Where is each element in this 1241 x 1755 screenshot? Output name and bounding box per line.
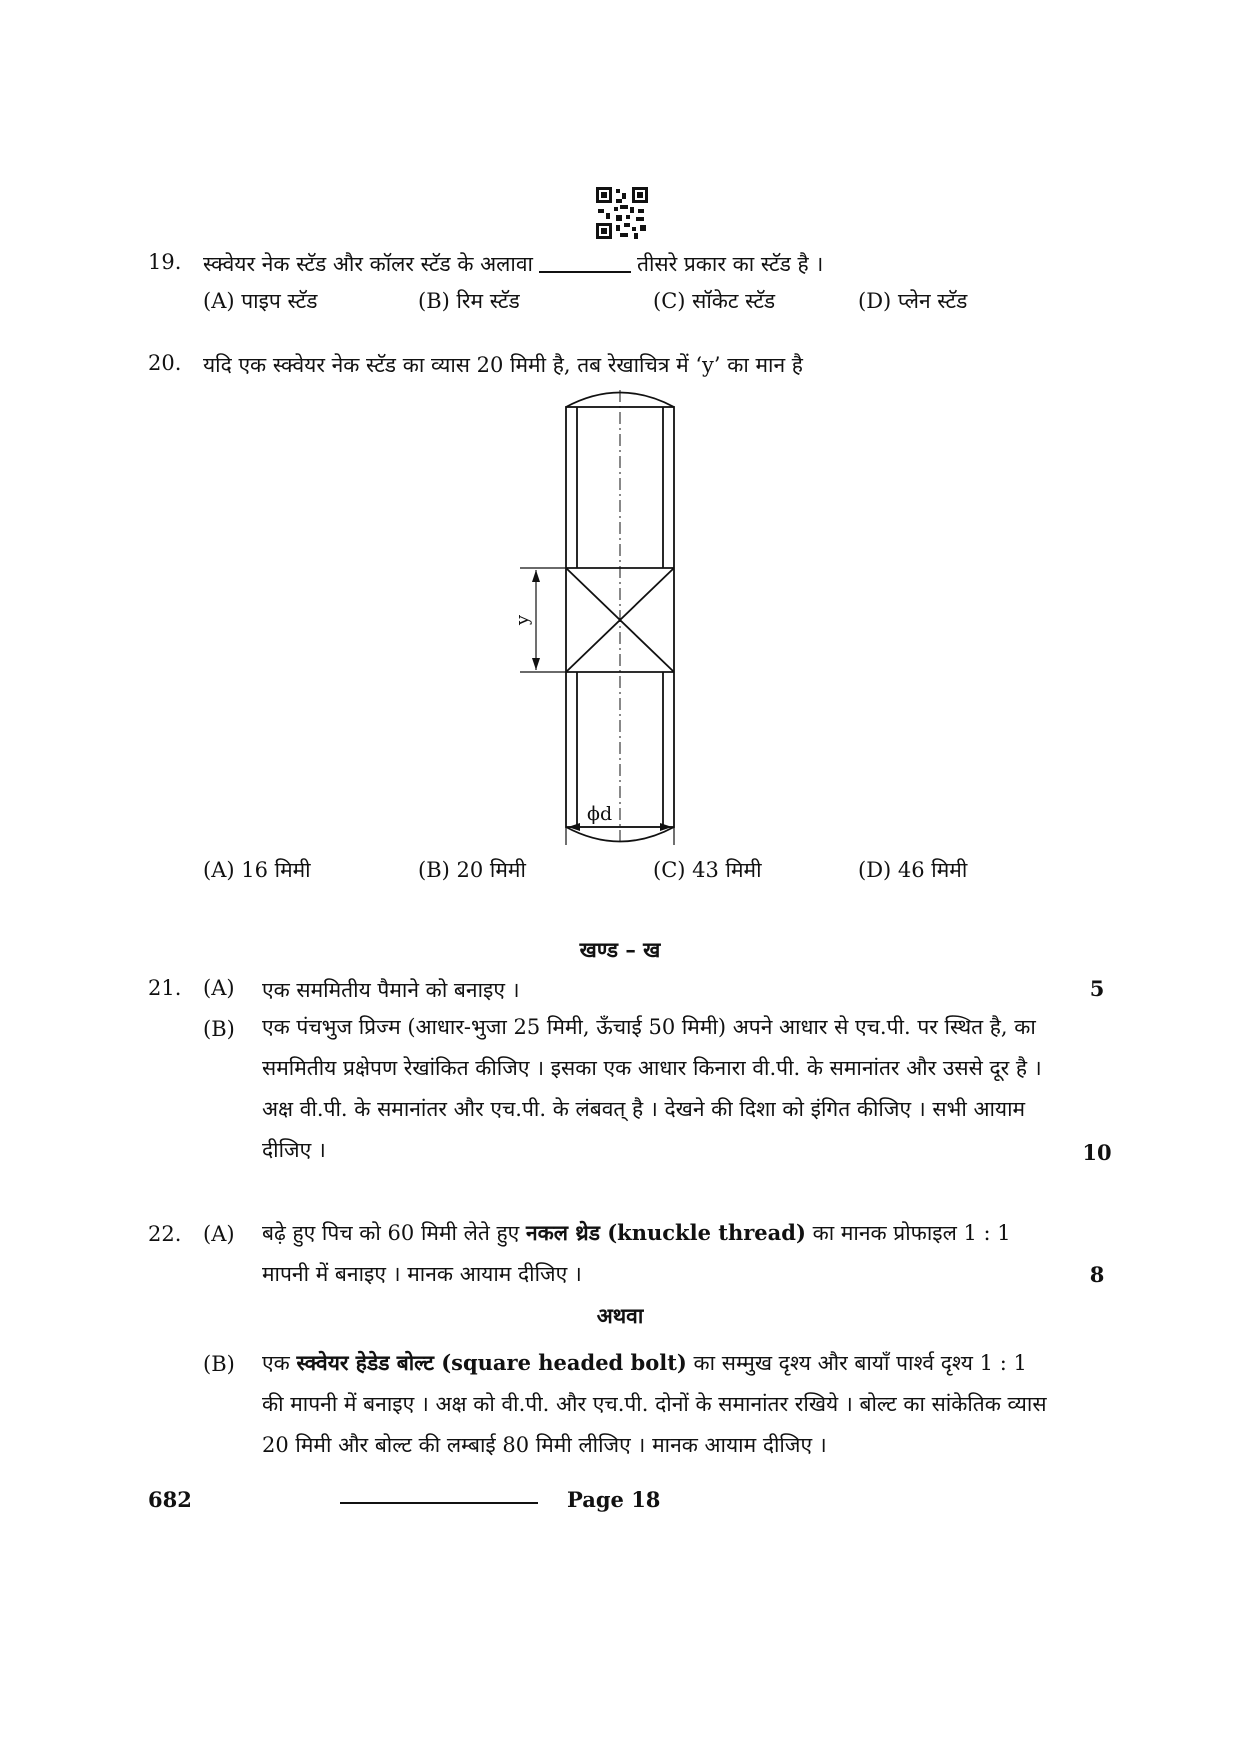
label-y: y bbox=[512, 614, 533, 626]
question-text-after: तीसरे प्रकार का स्टॅड है । bbox=[636, 252, 824, 276]
option-c: (C) 43 मिमी bbox=[653, 858, 762, 882]
part-b-label: (B) bbox=[203, 1017, 235, 1041]
option-d: (D) प्लेन स्टॅड bbox=[858, 289, 968, 313]
marks: 8 bbox=[1089, 1262, 1105, 1287]
question-number: 21. bbox=[148, 976, 182, 1000]
option-b: (B) रिम स्टॅड bbox=[418, 289, 520, 313]
part-b-text: एक पंचभुज प्रिज्म (आधार-भुजा 25 मिमी, ऊँचाई 50 मिमी) अपने आधार से एच.पी. पर स्थित है, का सममितीय प्रक्षेपण रेखांकित कीजिए । इसका एक आधार किनारा वी.पी. के समानांतर और उससे दूर है । अक्ष वी.पी. के समानांतर और एच.पी. के लंबवत् है । देखने की दिशा को इंगित कीजिए । सभी आयाम दीजिए । bbox=[262, 1015, 1042, 1162]
part-b-text-1: एक bbox=[262, 1351, 290, 1375]
qr-code bbox=[596, 187, 648, 239]
page-number: Page 18 bbox=[567, 1487, 661, 1512]
marks: 5 bbox=[1089, 976, 1105, 1001]
part-b-label: (B) bbox=[203, 1352, 235, 1376]
part-a-text-2: का मानक प्रोफाइल 1 : 1 मापनी में बनाइए । मानक आयाम दीजिए । bbox=[262, 1221, 1011, 1286]
part-a-bold-term: नकल थ्रेड (knuckle thread) bbox=[525, 1220, 806, 1245]
footer-rule bbox=[340, 1502, 538, 1504]
section-title: खण्ड – ख bbox=[579, 937, 661, 962]
question-number: 19. bbox=[148, 250, 182, 274]
option-d: (D) 46 मिमी bbox=[858, 858, 968, 882]
marks: 10 bbox=[1082, 1140, 1112, 1165]
option-a: (A) पाइप स्टॅड bbox=[203, 289, 318, 313]
part-b-text bbox=[262, 1342, 1052, 1466]
fill-blank bbox=[539, 271, 631, 273]
part-b-text-2: का सम्मुख दृश्य और बायाँ पार्श्व दृश्य 1 : 1 की मापनी में बनाइए । अक्ष को वी.पी. और एच.पी. दोनों के समानांतर रखिये । बोल्ट का सांकेतिक व्यास 20 मिमी और बोल्ट की लम्बाई 80 मिमी लीजिए । मानक आयाम दीजिए । bbox=[262, 1351, 1047, 1457]
option-a: (A) 16 मिमी bbox=[203, 858, 311, 882]
question-text-before: स्क्वेयर नेक स्टॅड और कॉलर स्टॅड के अलावा bbox=[203, 252, 533, 276]
part-a-label: (A) bbox=[203, 976, 235, 1000]
question-number: 20. bbox=[148, 351, 182, 375]
square-neck-stud-figure bbox=[512, 380, 690, 850]
or-divider: अथवा bbox=[596, 1303, 644, 1328]
part-a-label: (A) bbox=[203, 1222, 235, 1246]
option-b: (B) 20 मिमी bbox=[418, 858, 526, 882]
label-d: ϕd bbox=[587, 803, 613, 825]
part-a-text bbox=[262, 1212, 1052, 1295]
question-number: 22. bbox=[148, 1222, 182, 1246]
part-b-bold-term: स्क्वेयर हेडेड बोल्ट (square headed bolt) bbox=[296, 1350, 687, 1375]
question-text bbox=[203, 250, 823, 278]
part-a-text-1: बढ़े हुए पिच को 60 मिमी लेते हुए bbox=[262, 1221, 520, 1245]
question-text: यदि एक स्क्वेयर नेक स्टॅड का व्यास 20 मिमी है, तब रेखाचित्र में ‘y’ का मान है bbox=[203, 353, 803, 377]
option-c: (C) सॉकेट स्टॅड bbox=[653, 289, 776, 313]
part-a-text: एक सममितीय पैमाने को बनाइए । bbox=[262, 978, 520, 1002]
paper-code: 682 bbox=[148, 1487, 192, 1512]
